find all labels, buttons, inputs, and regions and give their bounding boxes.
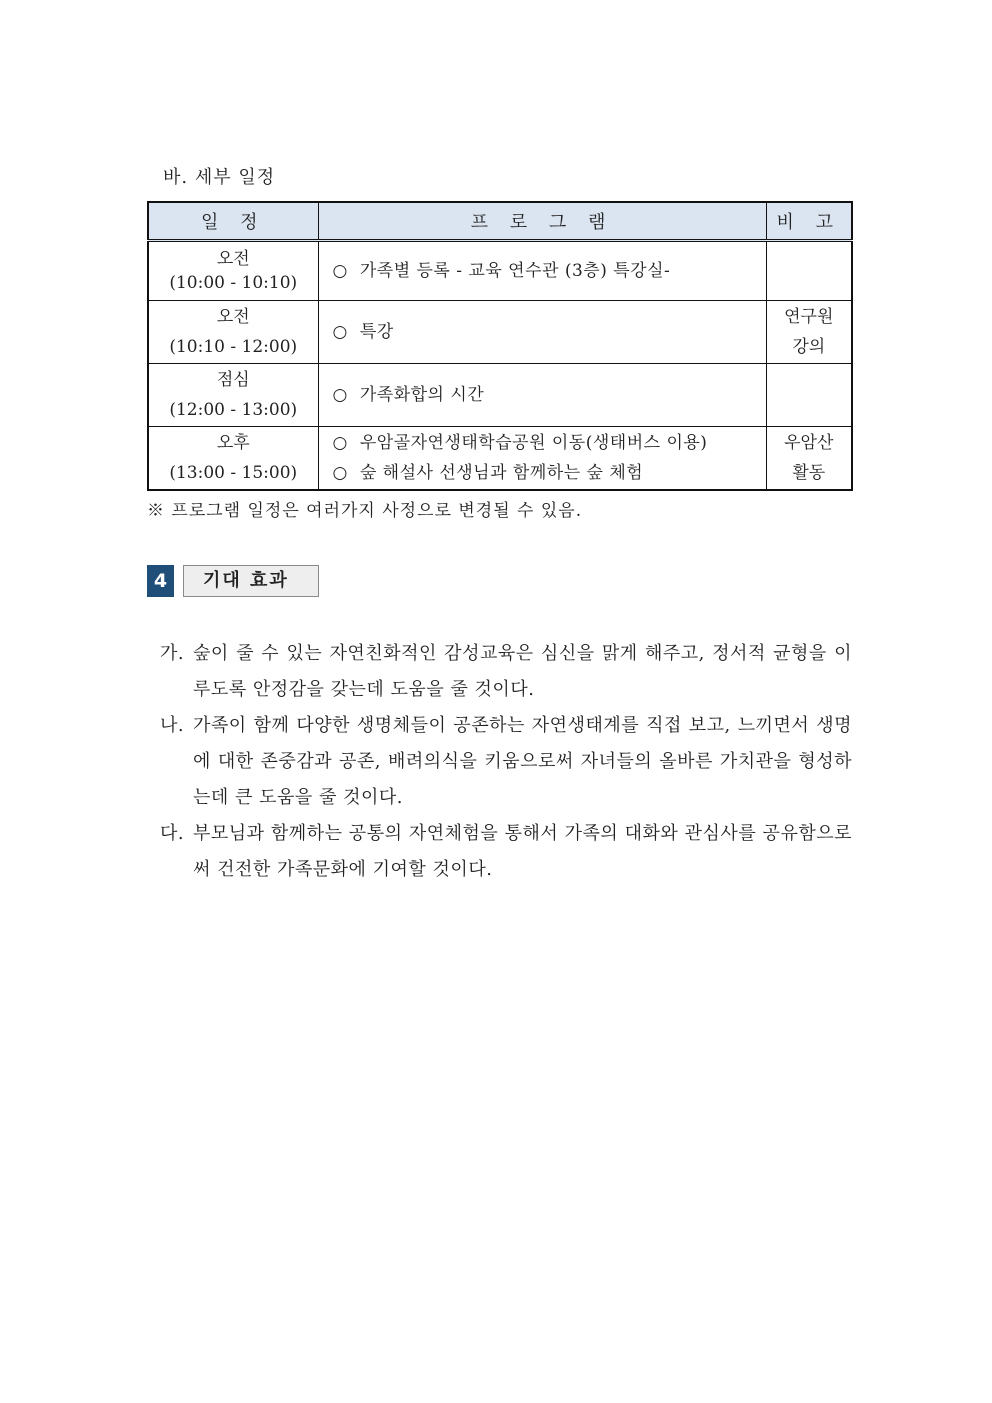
bullet-icon: ○ [332, 322, 348, 342]
header-program: 프 로 그 램 [318, 202, 766, 241]
time-cell [148, 241, 318, 301]
item-marker: 다. [160, 823, 185, 844]
time-cell [148, 427, 318, 491]
program-cell [318, 427, 766, 491]
note-cell: 연구원 강의 [766, 301, 852, 364]
bullet-icon: ○ [332, 463, 348, 483]
table-row [148, 301, 852, 364]
header-time: 일 정 [148, 202, 318, 241]
effects-list [160, 636, 852, 888]
note-cell: 우암산 활동 [766, 427, 852, 491]
time-range: (10:00 - 10:10) [169, 273, 298, 293]
program-item: ○ 숲 해설사 선생님과 함께하는 숲 체험 [332, 463, 644, 483]
period-label: 점심 [216, 370, 250, 390]
table-header-row [148, 202, 852, 241]
section-number-badge: 4 [147, 565, 174, 597]
time-cell [148, 301, 318, 364]
item-text: 숲이 줄 수 있는 자연친화적인 감성교육은 심신을 맑게 해주고, 정서적 균형을 이루도록 안정감을 갖는데 도움을 줄 것이다. [193, 643, 852, 700]
program-cell [318, 301, 766, 364]
schedule-heading: 바. 세부 일정 [163, 167, 276, 188]
program-item: ○ 우암골자연생태학습공원 이동(생태버스 이용) [332, 433, 708, 453]
program-cell [318, 241, 766, 301]
table-row [148, 364, 852, 427]
item-text: 가족이 함께 다양한 생명체들이 공존하는 자연생태계를 직접 보고, 느끼면서 생명에 대한 존중감과 공존, 배려의식을 키움으로써 자녀들의 올바른 가치관을 형성하는데 큰 도움을 줄 것이다. [193, 715, 852, 808]
time-range: (13:00 - 15:00) [169, 463, 298, 483]
bullet-icon: ○ [332, 433, 348, 453]
program-item: ○ 가족별 등록 - 교육 연수관 (3층) 특강실- [332, 261, 671, 281]
time-cell [148, 364, 318, 427]
schedule-footnote: ※ 프로그램 일정은 여러가지 사정으로 변경될 수 있음. [147, 501, 583, 521]
table-row [148, 427, 852, 491]
period-label: 오후 [216, 433, 250, 453]
period-label: 오전 [216, 307, 250, 327]
time-range: (12:00 - 13:00) [169, 400, 298, 420]
list-item [160, 816, 852, 888]
item-marker: 가. [160, 643, 185, 664]
time-range: (10:10 - 12:00) [169, 337, 298, 357]
table-row [148, 241, 852, 301]
program-item: ○ 가족화합의 시간 [332, 385, 485, 405]
bullet-icon: ○ [332, 385, 348, 405]
list-item [160, 636, 852, 708]
note-cell [766, 364, 852, 427]
section-title: 기대 효과 [183, 565, 319, 597]
bullet-icon: ○ [332, 261, 348, 281]
program-cell [318, 364, 766, 427]
item-marker: 나. [160, 715, 185, 736]
note-cell [766, 241, 852, 301]
program-item: ○ 특강 [332, 322, 394, 342]
schedule-table [147, 201, 853, 491]
period-label: 오전 [216, 249, 250, 269]
item-text: 부모님과 함께하는 공통의 자연체험을 통해서 가족의 대화와 관심사를 공유함으로써 건전한 가족문화에 기여할 것이다. [193, 823, 852, 880]
list-item [160, 708, 852, 816]
header-note: 비 고 [766, 202, 852, 241]
